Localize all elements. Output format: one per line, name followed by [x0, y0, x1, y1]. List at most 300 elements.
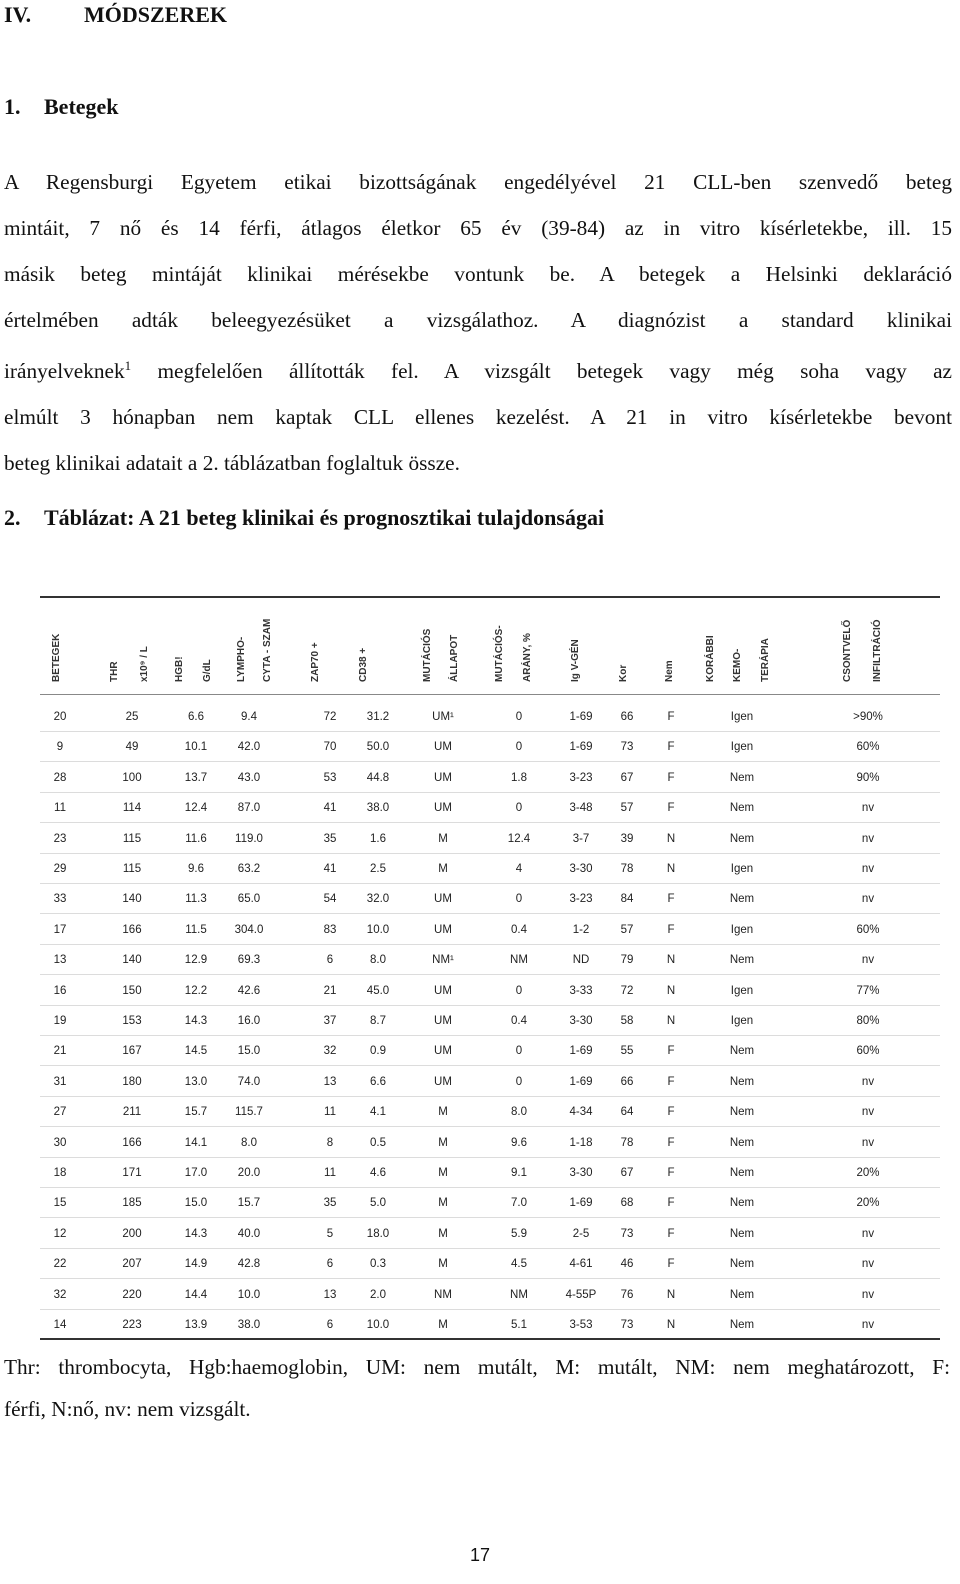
table-cell: 18.0 — [366, 1227, 390, 1240]
table-cell: 16.0 — [237, 1015, 261, 1027]
table-caption-title: Táblázat: A 21 beteg klinikai és prognosztikai tulajdonságai — [44, 505, 605, 530]
paragraph-line: elmúlt 3 hónapban nem kaptak CLL ellenes kezelést. A 21 in vitro kísérletekbe bevont — [4, 405, 952, 430]
table-row — [40, 1318, 940, 1348]
subsection-number: 1. — [4, 94, 21, 119]
table-cell: 0.4 — [511, 1015, 527, 1027]
table-cell: F — [667, 1197, 675, 1210]
table-cell: 45.0 — [366, 984, 390, 997]
table-cell: Igen — [730, 1015, 754, 1027]
table-cell: 6.6 — [188, 711, 204, 723]
table-cell: 1-69 — [569, 741, 593, 754]
table-cell: 17.0 — [184, 1167, 208, 1179]
table-cell: 4-61 — [569, 1258, 593, 1271]
table-cell: Igen — [730, 741, 754, 754]
table-cell: 3-48 — [569, 802, 593, 815]
table-cell: Nem — [729, 1197, 755, 1210]
table-cell: 2-5 — [572, 1227, 590, 1240]
table-cell: F — [667, 1167, 675, 1179]
table-cell: 70 — [323, 741, 337, 754]
table-cell: 67 — [620, 771, 634, 784]
table-cell: 55 — [620, 1045, 634, 1058]
table-cell: 0.9 — [370, 1045, 386, 1058]
table-cell: 166 — [122, 923, 142, 936]
table-cell: 3-53 — [569, 1319, 593, 1331]
table-cell: 20% — [856, 1197, 880, 1210]
table-cell: 27 — [53, 1106, 67, 1119]
footnote-line: Thr: thrombocyta, Hgb:haemoglobin, UM: nem mutált, M: mutált, NM: nem meghatározott, F: — [4, 1355, 950, 1379]
table-row — [40, 740, 940, 770]
table-cell: 69.3 — [237, 954, 261, 967]
table-cell: 15 — [53, 1197, 67, 1210]
table-cell: Nem — [729, 832, 755, 845]
table-cell: 171 — [122, 1167, 142, 1179]
table-cell: 13 — [53, 954, 67, 967]
table-cell: 30 — [53, 1136, 67, 1149]
table-cell: nv — [861, 832, 875, 845]
table-cell: 39 — [620, 832, 634, 845]
table-cell: 2.5 — [370, 863, 386, 875]
table-cell: 41 — [323, 863, 337, 875]
table-cell: 1-2 — [572, 923, 590, 936]
table-cell: 16 — [53, 984, 67, 997]
paragraph-line: beteg klinikai adatait a 2. táblázatban foglaltuk össze. — [4, 451, 460, 476]
row-separator — [40, 883, 940, 884]
column-header: Nem — [664, 660, 675, 682]
table-cell: Igen — [730, 711, 754, 723]
table-cell: 73 — [620, 1319, 634, 1331]
table-cell: 13.9 — [184, 1319, 208, 1331]
table-cell: 115 — [122, 832, 142, 845]
table-cell: 25 — [125, 711, 139, 723]
table-cell: 72 — [323, 711, 337, 723]
table-cell: 63.2 — [237, 863, 261, 875]
table-row — [40, 1166, 940, 1196]
table-cell: F — [667, 1075, 675, 1088]
table-cell: 114 — [122, 802, 142, 815]
paragraph-line-rest: megfelelően állították fel. A vizsgált betegek vagy még soha vagy az — [157, 359, 952, 384]
row-separator — [40, 944, 940, 945]
table-cell: Igen — [730, 984, 754, 997]
table-cell: 84 — [620, 893, 634, 906]
table-cell: F — [667, 1258, 675, 1271]
table-cell: F — [667, 923, 675, 936]
table-cell: UM — [434, 771, 452, 784]
table-cell: 12.2 — [184, 984, 208, 997]
table-cell: 12 — [53, 1227, 67, 1240]
table-cell: 3-30 — [569, 1015, 593, 1027]
table-cell: 77% — [856, 984, 880, 997]
table-cell: 1.8 — [511, 771, 527, 784]
column-header: THR — [109, 661, 120, 682]
table-cell: 140 — [122, 893, 142, 906]
table-cell: 10.0 — [366, 923, 390, 936]
table-cell: 0 — [515, 1045, 523, 1058]
table-row — [40, 1044, 940, 1074]
table-cell: F — [667, 771, 675, 784]
table-cell: 83 — [323, 923, 337, 936]
table-cell: 76 — [620, 1288, 634, 1301]
table-cell: 3-30 — [569, 863, 593, 875]
table-cell: 78 — [620, 863, 634, 875]
table-cell: 20% — [856, 1167, 880, 1179]
table-cell: 8 — [326, 1136, 334, 1149]
table-cell: 17 — [53, 923, 67, 936]
table-cell: 35 — [323, 1197, 337, 1210]
table-cell: 14 — [53, 1319, 67, 1331]
table-cell: 167 — [122, 1045, 142, 1058]
table-cell: Igen — [730, 863, 754, 875]
table-cell: 9.6 — [188, 863, 204, 875]
table-cell: Nem — [729, 1258, 755, 1271]
table-cell: 20 — [53, 711, 67, 723]
table-cell: 90% — [856, 771, 880, 784]
table-cell: 21 — [53, 1045, 67, 1058]
table-cell: 32 — [53, 1288, 67, 1301]
table-cell: 38.0 — [366, 802, 390, 815]
methods-paragraph — [4, 159, 952, 486]
table-bottom-rule — [40, 1338, 940, 1340]
table-cell: 7.0 — [511, 1197, 527, 1210]
table-row — [40, 923, 940, 953]
table-cell: 50.0 — [366, 741, 390, 754]
column-header: ARÁNY, % — [522, 633, 533, 682]
table-cell: UM — [434, 1075, 452, 1088]
row-separator — [40, 913, 940, 914]
row-separator — [40, 1035, 940, 1036]
table-cell: M — [438, 1136, 448, 1149]
table-cell: 31 — [53, 1075, 67, 1088]
table-cell: 14.1 — [184, 1136, 208, 1149]
table-cell: 6 — [326, 954, 334, 967]
footnote-line: férfi, N:nő, nv: nem vizsgált. — [4, 1397, 251, 1421]
table-cell: F — [667, 1227, 675, 1240]
table-cell: 115 — [122, 863, 142, 875]
table-cell: 0 — [515, 802, 523, 815]
table-cell: F — [667, 1045, 675, 1058]
table-cell: 42.6 — [237, 984, 261, 997]
table-cell: 0.3 — [370, 1258, 386, 1271]
table-cell: 14.9 — [184, 1258, 208, 1271]
table-cell: NM — [510, 1288, 528, 1301]
table-cell: Nem — [729, 893, 755, 906]
table-cell: 8.0 — [370, 954, 386, 967]
table-cell: 150 — [122, 984, 142, 997]
column-header: ZAP70 + — [310, 642, 321, 682]
table-cell: 53 — [323, 771, 337, 784]
table-cell: UM — [434, 1045, 452, 1058]
table-cell: N — [666, 863, 676, 875]
column-header: TERÁPIA — [760, 638, 771, 682]
table-cell: 220 — [122, 1288, 142, 1301]
section-title: MÓDSZEREK — [84, 2, 228, 27]
table-cell: nv — [861, 954, 875, 967]
table-row — [40, 1227, 940, 1257]
table-cell: nv — [861, 802, 875, 815]
table-cell: 166 — [122, 1136, 142, 1149]
table-cell: 1.6 — [370, 832, 386, 845]
table-cell: 1-69 — [569, 1197, 593, 1210]
table-cell: 68 — [620, 1197, 634, 1210]
table-cell: 49 — [125, 741, 139, 754]
table-cell: Nem — [729, 1075, 755, 1088]
table-cell: M — [438, 1197, 448, 1210]
table-cell: 19 — [53, 1015, 67, 1027]
table-cell: 11 — [54, 802, 66, 815]
table-cell: 21 — [323, 984, 337, 997]
table-row — [40, 1136, 940, 1166]
table-caption-number: 2. — [4, 505, 21, 530]
patient-characteristics-table — [40, 592, 940, 1342]
table-cell: 223 — [122, 1319, 142, 1331]
table-cell: 180 — [122, 1075, 142, 1088]
table-cell: 4-55P — [565, 1288, 597, 1301]
table-cell: 33 — [53, 893, 67, 906]
table-cell: nv — [861, 1319, 875, 1331]
table-cell: nv — [861, 1258, 875, 1271]
table-cell: 211 — [122, 1106, 142, 1119]
table-cell: 41 — [323, 802, 337, 815]
table-cell: 22 — [53, 1258, 67, 1271]
table-cell: 3-23 — [569, 771, 593, 784]
table-cell: F — [667, 802, 675, 815]
table-cell: 40.0 — [237, 1227, 261, 1240]
table-cell: 11 — [324, 1106, 336, 1119]
table-row — [40, 892, 940, 922]
column-header: CSONTVELŐ — [842, 619, 853, 682]
row-separator — [40, 974, 940, 975]
citation-superscript: 1 — [124, 358, 132, 373]
table-cell: 13 — [323, 1288, 337, 1301]
table-cell: F — [667, 893, 675, 906]
table-cell: 1-69 — [569, 1075, 593, 1088]
table-cell: 15.7 — [237, 1197, 261, 1210]
table-cell: 42.0 — [237, 741, 261, 754]
table-cell: 100 — [122, 771, 142, 784]
row-separator — [40, 1217, 940, 1218]
table-cell: 3-30 — [569, 1167, 593, 1179]
table-cell: Nem — [729, 802, 755, 815]
table-cell: M — [438, 1106, 448, 1119]
table-cell: 78 — [620, 1136, 634, 1149]
table-cell: 3-33 — [569, 984, 593, 997]
table-cell: 185 — [122, 1197, 142, 1210]
table-cell: 15.0 — [184, 1197, 208, 1210]
table-cell: 6.6 — [370, 1075, 386, 1088]
table-cell: 9.1 — [511, 1167, 527, 1179]
table-cell: UM — [434, 923, 452, 936]
table-cell: ND — [572, 954, 590, 967]
table-cell: Nem — [729, 1136, 755, 1149]
column-header: CYTA - SZAM — [262, 618, 273, 682]
table-cell: 10.1 — [184, 741, 208, 754]
table-footnote — [4, 1346, 950, 1430]
table-caption — [4, 505, 604, 531]
table-cell: 1-18 — [569, 1136, 593, 1149]
table-cell: 1-69 — [569, 711, 593, 723]
table-row — [40, 771, 940, 801]
table-cell: UM¹ — [432, 711, 454, 723]
table-cell: N — [666, 1319, 676, 1331]
table-cell: 9.4 — [241, 711, 257, 723]
table-cell: nv — [861, 863, 875, 875]
table-cell: N — [666, 832, 676, 845]
table-cell: 29 — [53, 863, 67, 875]
table-cell: NM — [510, 954, 528, 967]
table-cell: UM — [434, 1015, 452, 1027]
table-cell: 14.3 — [184, 1227, 208, 1240]
table-cell: Nem — [729, 1227, 755, 1240]
table-cell: 73 — [620, 741, 634, 754]
table-cell: Nem — [729, 954, 755, 967]
table-row — [40, 1105, 940, 1135]
subsection-title: Betegek — [44, 94, 119, 119]
table-cell: 60% — [856, 923, 880, 936]
table-cell: 8.0 — [241, 1136, 257, 1149]
table-cell: Nem — [729, 1319, 755, 1331]
table-cell: 37 — [323, 1015, 337, 1027]
table-cell: 74.0 — [237, 1075, 261, 1088]
table-cell: N — [666, 954, 676, 967]
row-separator — [40, 1065, 940, 1066]
table-row — [40, 832, 940, 862]
table-row — [40, 1075, 940, 1105]
table-cell: 64 — [620, 1106, 634, 1119]
table-cell: Nem — [729, 1045, 755, 1058]
table-cell: UM — [434, 802, 452, 815]
table-cell: 4.5 — [511, 1258, 527, 1271]
row-separator — [40, 1126, 940, 1127]
row-separator — [40, 731, 940, 732]
table-cell: 20.0 — [237, 1167, 261, 1179]
paragraph-line-lead: irányelveknek — [4, 359, 125, 384]
paragraph-line: másik beteg mintáját klinikai mérésekbe vontunk be. A betegek a Helsinki deklaráció — [4, 262, 952, 286]
table-row — [40, 862, 940, 892]
table-cell: 12.9 — [184, 954, 208, 967]
table-cell: 9.6 — [511, 1136, 527, 1149]
table-cell: 2.0 — [370, 1288, 386, 1301]
table-cell: nv — [861, 893, 875, 906]
table-row — [40, 953, 940, 983]
table-cell: N — [666, 1288, 676, 1301]
table-cell: 11.3 — [185, 893, 207, 906]
table-cell: 9 — [56, 741, 64, 754]
table-cell: 38.0 — [237, 1319, 261, 1331]
table-cell: 6 — [326, 1258, 334, 1271]
row-separator — [40, 1157, 940, 1158]
table-cell: 14.4 — [184, 1288, 208, 1301]
table-cell: M — [438, 1258, 448, 1271]
table-cell: 11 — [324, 1167, 336, 1179]
table-cell: 0 — [515, 893, 523, 906]
table-cell: 66 — [620, 711, 634, 723]
column-header: MUTÁCIÓS — [422, 628, 433, 682]
table-cell: UM — [434, 741, 452, 754]
table-cell: 0 — [515, 984, 523, 997]
table-cell: N — [666, 1015, 676, 1027]
table-cell: UM — [434, 984, 452, 997]
column-header: G/dL — [202, 659, 213, 682]
column-header: ÁLLAPOT — [449, 634, 460, 682]
table-cell: 28 — [53, 771, 67, 784]
table-cell: 60% — [856, 741, 880, 754]
row-separator — [40, 792, 940, 793]
table-cell: 10.0 — [366, 1319, 390, 1331]
column-header: Kor — [618, 664, 629, 682]
table-cell: 5.0 — [370, 1197, 386, 1210]
table-cell: 32 — [323, 1045, 337, 1058]
table-cell: 1-69 — [569, 1045, 593, 1058]
table-cell: N — [666, 984, 676, 997]
table-cell: NM — [434, 1288, 452, 1301]
table-cell: 44.8 — [366, 771, 390, 784]
column-header: MUTÁCIÓS- — [494, 625, 505, 682]
table-cell: 80% — [856, 1015, 880, 1027]
table-cell: 8.0 — [511, 1106, 527, 1119]
table-cell: 5 — [326, 1227, 334, 1240]
table-cell: 57 — [620, 802, 634, 815]
row-separator — [40, 761, 940, 762]
table-cell: 5.1 — [511, 1319, 527, 1331]
table-header-rule — [40, 694, 940, 695]
table-cell: 67 — [620, 1167, 634, 1179]
table-cell: 4.6 — [370, 1167, 386, 1179]
table-cell: 119.0 — [235, 832, 263, 845]
table-row — [40, 1014, 940, 1044]
table-cell: M — [438, 832, 448, 845]
column-header: KEMO- — [732, 648, 743, 682]
row-separator — [40, 1278, 940, 1279]
table-cell: 72 — [620, 984, 634, 997]
table-cell: 13.7 — [184, 771, 208, 784]
table-cell: 4-34 — [569, 1106, 593, 1119]
table-cell: F — [667, 1136, 675, 1149]
table-cell: 0 — [515, 1075, 523, 1088]
table-cell: 11.5 — [185, 923, 207, 936]
table-cell: 14.3 — [184, 1015, 208, 1027]
table-cell: nv — [861, 1106, 875, 1119]
section-number: IV. — [4, 2, 32, 27]
table-cell: nv — [861, 1075, 875, 1088]
table-cell: 60% — [856, 1045, 880, 1058]
table-cell: 32.0 — [366, 893, 390, 906]
page-number: 17 — [469, 1545, 491, 1565]
table-cell: M — [438, 1167, 448, 1179]
table-cell: nv — [861, 1288, 875, 1301]
section-heading — [4, 2, 227, 28]
column-header: INFILTRÁCIÓ — [872, 619, 883, 682]
table-row — [40, 984, 940, 1014]
table-cell: 46 — [620, 1258, 634, 1271]
table-row — [40, 710, 940, 740]
table-cell: 65.0 — [237, 893, 261, 906]
table-cell: F — [667, 741, 675, 754]
table-cell: 31.2 — [366, 711, 390, 723]
table-cell: 57 — [620, 923, 634, 936]
row-separator — [40, 1248, 940, 1249]
table-cell: 79 — [620, 954, 634, 967]
row-separator — [40, 1005, 940, 1006]
table-cell: 5.9 — [511, 1227, 527, 1240]
table-cell: 73 — [620, 1227, 634, 1240]
paragraph-line: A Regensburgi Egyetem etikai bizottságának engedélyével 21 CLL-ben szenvedő beteg — [4, 170, 952, 194]
table-cell: 207 — [122, 1258, 142, 1271]
table-cell: UM — [434, 893, 452, 906]
paragraph-line: mintáit, 7 nő és 14 férfi, átlagos életkor 65 év (39-84) az in vitro kísérletekbe, ill. 15 — [4, 216, 952, 240]
row-separator — [40, 1096, 940, 1097]
table-cell: 87.0 — [237, 802, 261, 815]
table-cell: 66 — [620, 1075, 634, 1088]
table-cell: 4.1 — [370, 1106, 386, 1119]
